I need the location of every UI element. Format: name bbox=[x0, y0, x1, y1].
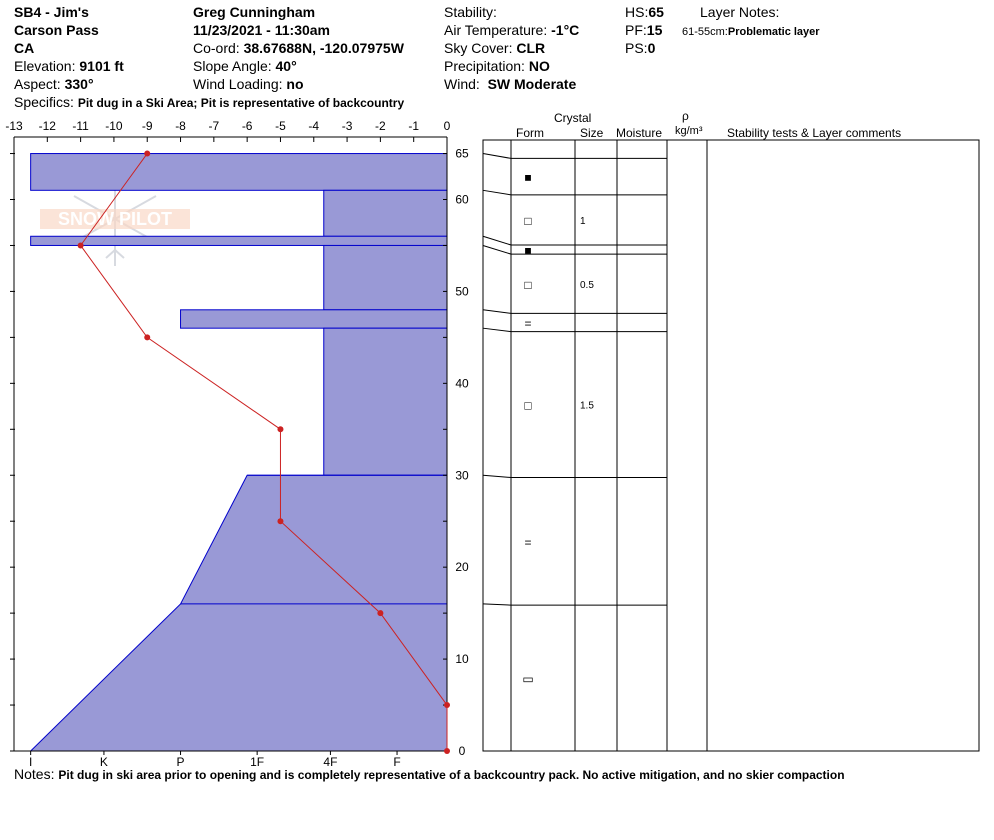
hardness-tick-label: F bbox=[393, 755, 401, 769]
specifics: Specifics: Pit dug in a Ski Area; Pit is representative of backcountry bbox=[14, 94, 405, 110]
hardness-tick-label: K bbox=[99, 755, 108, 769]
aspect: Aspect: 330° bbox=[14, 76, 94, 92]
crystal-size: 0.5 bbox=[580, 279, 594, 291]
temperature-point bbox=[144, 151, 150, 157]
temperature-point bbox=[277, 426, 283, 432]
layer-connector bbox=[483, 310, 511, 314]
temperature-point bbox=[277, 518, 283, 524]
hardness-polygon bbox=[31, 475, 447, 751]
temperature-point bbox=[78, 242, 84, 248]
layer-connector bbox=[483, 328, 511, 331]
depth-tick-label: 20 bbox=[455, 560, 469, 575]
layer-connector bbox=[483, 236, 511, 245]
layer-connector bbox=[483, 190, 511, 195]
temp-tick-label: -11 bbox=[72, 119, 89, 133]
temp-tick-label: -8 bbox=[175, 119, 186, 133]
hs: HS:65 bbox=[625, 4, 664, 20]
crystal-size: 1.5 bbox=[580, 400, 594, 412]
date-time: 11/23/2021 - 11:30am bbox=[193, 22, 331, 38]
temp-tick-label: -6 bbox=[241, 119, 253, 133]
temp-tick-label: -3 bbox=[341, 119, 353, 133]
hardness-bar bbox=[324, 245, 447, 309]
hardness-bar bbox=[31, 236, 447, 245]
temp-tick-label: -12 bbox=[38, 119, 56, 133]
wind-loading: Wind Loading: no bbox=[193, 76, 304, 92]
crystal-form: = bbox=[524, 535, 532, 550]
sky-cover: Sky Cover: CLR bbox=[444, 40, 546, 56]
crystal-header: Crystal bbox=[554, 111, 592, 125]
temp-tick-label: -5 bbox=[275, 119, 286, 133]
crystal-form: ▭ bbox=[522, 672, 534, 687]
depth-tick-label: 0 bbox=[458, 744, 466, 758]
observer: Greg Cunningham bbox=[193, 4, 316, 20]
pf: PF:15 bbox=[625, 22, 663, 38]
temperature-point bbox=[444, 748, 450, 754]
air-temperature: Air Temperature: -1°C bbox=[444, 22, 580, 38]
temp-tick-label: -9 bbox=[141, 119, 153, 133]
layer-note: 61-55cm:Problematic layer bbox=[682, 26, 820, 38]
stability: Stability: bbox=[444, 4, 497, 20]
crystal-form: □ bbox=[524, 398, 532, 413]
depth-tick-label: 65 bbox=[455, 146, 469, 161]
layer-connector bbox=[483, 154, 511, 159]
temperature-point bbox=[144, 334, 150, 340]
hardness-bar bbox=[31, 154, 447, 191]
ps: PS:0 bbox=[625, 40, 656, 56]
form-header: Form bbox=[516, 126, 544, 140]
temp-tick-label: 0 bbox=[443, 119, 451, 133]
size-header: Size bbox=[580, 126, 604, 140]
wind: Wind: SW Moderate bbox=[444, 76, 577, 92]
crystal-form: □ bbox=[524, 277, 532, 292]
temp-tick-label: -1 bbox=[408, 119, 420, 133]
temp-tick-label: -13 bbox=[5, 119, 23, 133]
site-name: SB4 - Jim's bbox=[14, 4, 89, 20]
depth-tick-label: 60 bbox=[455, 192, 469, 207]
hardness-bar bbox=[324, 190, 447, 236]
hardness-bar bbox=[324, 328, 447, 475]
rho-header: ρ bbox=[682, 109, 689, 123]
layer-notes-label: Layer Notes: bbox=[700, 4, 780, 20]
slope-angle: Slope Angle: 40° bbox=[193, 58, 297, 74]
temp-tick-label: -10 bbox=[105, 119, 123, 133]
crystal-form: □ bbox=[524, 213, 532, 228]
temperature-point bbox=[444, 702, 450, 708]
density-unit-header: kg/m³ bbox=[675, 125, 703, 137]
notes: Notes: Pit dug in ski area prior to opening and is completely representative of a backcountry pack. No active mitigation, and no skier compaction bbox=[14, 766, 845, 782]
hardness-bar bbox=[181, 310, 447, 328]
layer-connector bbox=[483, 475, 511, 477]
precipitation: Precipitation: NO bbox=[444, 58, 550, 74]
depth-tick-label: 30 bbox=[455, 468, 469, 483]
depth-tick-label: 10 bbox=[455, 652, 469, 667]
moisture-header: Moisture bbox=[616, 126, 663, 140]
depth-tick-label: 40 bbox=[455, 376, 469, 391]
elevation: Elevation: 9101 ft bbox=[14, 58, 124, 74]
coordinates: Co-ord: 38.67688N, -120.07975W bbox=[193, 40, 404, 56]
temp-tick-label: -4 bbox=[308, 119, 320, 133]
temp-tick-label: -7 bbox=[208, 119, 220, 133]
crystal-form: ■ bbox=[524, 243, 532, 258]
crystal-size: 1 bbox=[580, 215, 586, 227]
state: CA bbox=[14, 40, 35, 56]
layer-table bbox=[483, 140, 979, 751]
temperature-point bbox=[377, 610, 383, 616]
location: Carson Pass bbox=[14, 22, 99, 38]
depth-tick-label: 50 bbox=[455, 284, 469, 299]
crystal-form: ■ bbox=[524, 170, 532, 185]
layer-connector bbox=[483, 604, 511, 605]
hardness-tick-label: 4F bbox=[323, 755, 338, 769]
temp-tick-label: -2 bbox=[375, 119, 386, 133]
logo-text: SNOW PILOT bbox=[58, 209, 172, 229]
hardness-tick-label: 1F bbox=[250, 755, 265, 769]
hardness-tick-label: P bbox=[176, 755, 185, 769]
hardness-tick-label: I bbox=[28, 755, 33, 769]
crystal-form: = bbox=[524, 316, 532, 331]
comments-header: Stability tests & Layer comments bbox=[727, 126, 902, 140]
layer-connector bbox=[483, 245, 511, 254]
